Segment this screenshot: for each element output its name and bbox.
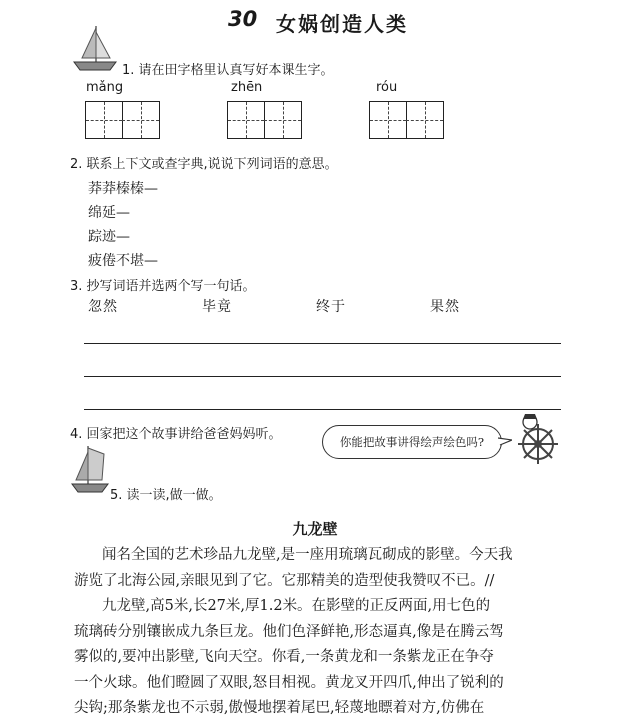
text-line: 游览了北海公园,亲眼见到了它。它那精美的造型使我赞叹不已。// [74, 572, 495, 589]
term-1: 莽莽榛榛— [88, 181, 158, 197]
writing-line[interactable] [84, 343, 561, 344]
writing-line[interactable] [84, 376, 561, 377]
term-3: 踪迹— [88, 229, 130, 245]
pinyin-3: róu [376, 80, 398, 95]
paragraph-1 [74, 543, 574, 594]
lesson-number: 30 [228, 7, 258, 31]
pinyin-2: zhēn [231, 80, 263, 95]
text-line: 闻名全国的艺术珍品九龙壁,是一座用琉璃瓦砌成的影壁。今天我 [102, 547, 513, 563]
sailboat-icon [70, 444, 110, 496]
word-4: 果然 [430, 299, 460, 315]
passage-title: 九龙壁 [292, 520, 338, 538]
pinyin-1: mǎng [86, 80, 124, 95]
question-4: 4. 回家把这个故事讲给爸爸妈妈听。 [70, 427, 282, 442]
term-4: 疲倦不堪— [88, 253, 158, 269]
tianzige-box[interactable] [406, 101, 444, 139]
word-2: 毕竟 [202, 299, 232, 315]
tianzige-box[interactable] [85, 101, 123, 139]
writing-line[interactable] [84, 409, 561, 410]
word-3: 终于 [316, 299, 346, 315]
paragraph-2 [74, 594, 574, 722]
text-line: 琉璃砖分别镶嵌成九条巨龙。他们色泽鲜艳,形态逼真,像是在腾云驾 [74, 623, 504, 640]
tianzige-box[interactable] [369, 101, 407, 139]
text-line: 一个火球。他们瞪圆了双眼,怒目相视。黄龙叉开四爪,伸出了锐利的 [74, 674, 504, 691]
tianzige-box[interactable] [122, 101, 160, 139]
term-2: 绵延— [88, 205, 130, 221]
tianzige-box[interactable] [227, 101, 265, 139]
question-2: 2. 联系上下文或查字典,说说下列词语的意思。 [70, 157, 338, 172]
speech-bubble: 你能把故事讲得绘声绘色吗? [322, 425, 502, 459]
text-line: 尖钩;那条紫龙也不示弱,傲慢地摆着尾巴,轻蔑地瞟着对方,仿佛在 [74, 700, 485, 716]
text-line: 雾似的,要冲出影壁,飞向天空。你看,一条黄龙和一条紫龙正在争夺 [74, 649, 494, 665]
tianzige-box[interactable] [264, 101, 302, 139]
question-5: 5. 读一读,做一做。 [110, 488, 222, 503]
question-1: 1. 请在田字格里认真写好本课生字。 [122, 63, 334, 78]
question-3: 3. 抄写词语并选两个写一句话。 [70, 279, 256, 294]
page-title: 女娲创造人类 [276, 12, 408, 36]
sailboat-icon [70, 24, 120, 74]
text-line: 九龙壁,高5米,长27米,厚1.2米。在影壁的正反两面,用七色的 [102, 598, 491, 614]
sailor-wheel-icon [508, 410, 564, 466]
word-1: 忽然 [88, 299, 118, 315]
